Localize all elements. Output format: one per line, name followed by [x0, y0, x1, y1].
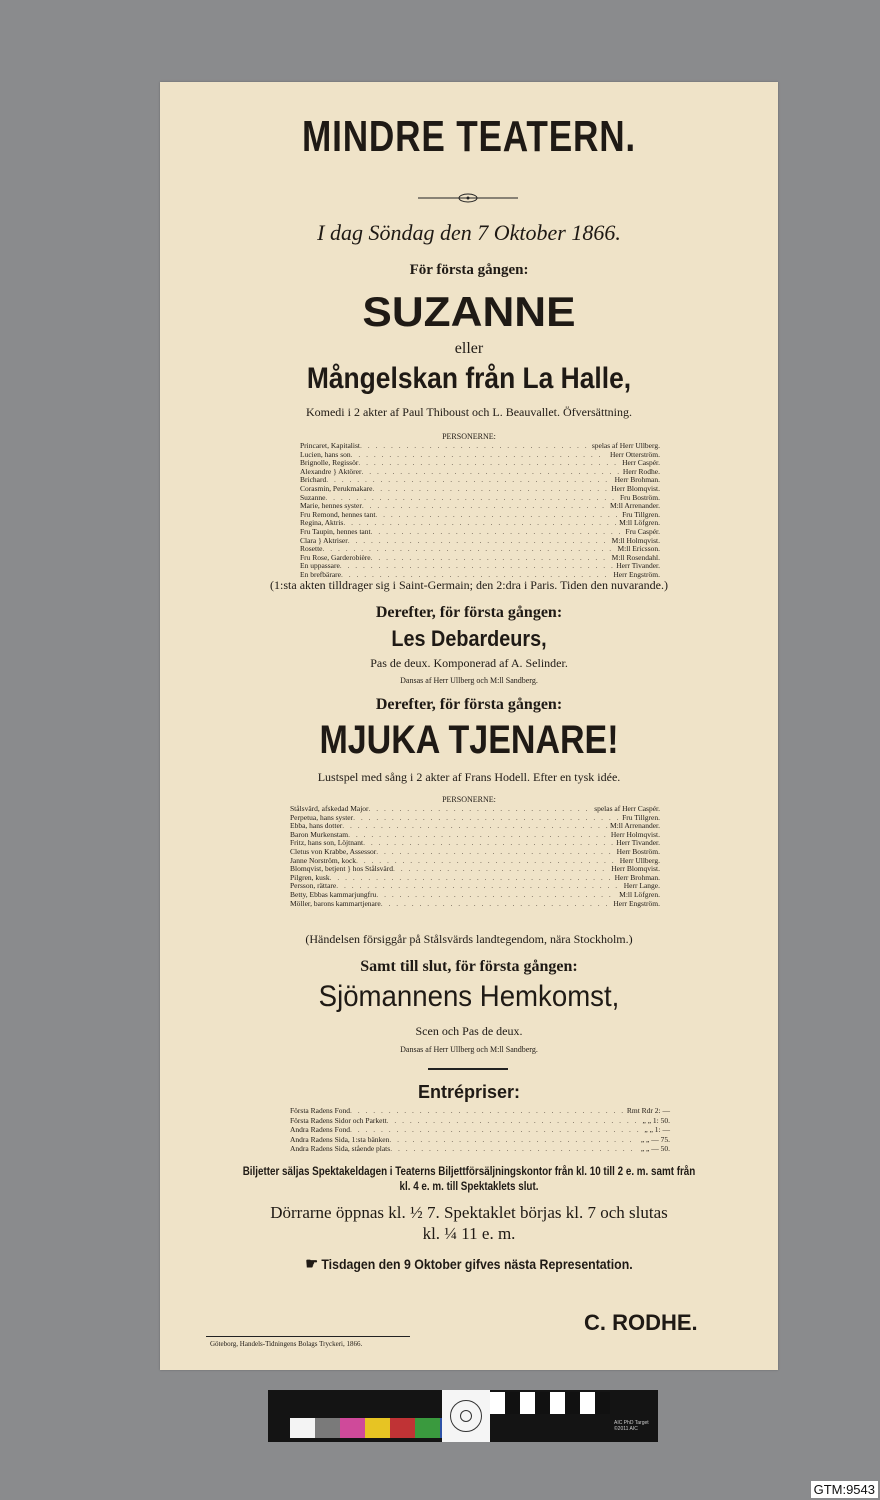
dot-leader: . . . . . . . . . . . . . . . . . . . . . . . . . . . . .: [368, 805, 590, 813]
cast-row-role: Möller, barons kammartjenare: [290, 898, 381, 908]
cast-row-role: Persson, rättare: [290, 881, 337, 891]
cast-row-value: Fru Caspér.: [625, 526, 660, 536]
dot-leader: . . . . . . . . . . . . . . . . . . . . . . . . . . . . . . . . .: [350, 450, 603, 459]
dot-leader: . . . . . . . . . . . . . . . . . . . . . . . . . . . . . . .: [370, 553, 607, 562]
cast-row: [300, 528, 660, 537]
then-label-1: Derefter, för första gången:: [375, 604, 563, 621]
price-row-value: „ „ — 75.: [640, 1134, 670, 1144]
cast-row-role: Ebba, hans dotter: [290, 821, 343, 831]
cast-row-role: Suzanne: [300, 492, 326, 502]
dot-leader: . . . . . . . . . . . . . . . . . . . . . . . . . . . . . . . . . .: [358, 459, 618, 468]
dance-description: Pas de deux. Komponerad af A. Selinder.: [370, 656, 568, 670]
dot-leader: . . . . . . . . . . . . . . . . . . . . . . . . . . . . . . . . .: [386, 1115, 639, 1125]
play3-title: Sjömannens Hemkomst,: [318, 980, 620, 1013]
cast-row-value: M:ll Arrenander.: [610, 821, 660, 831]
cast-row: [300, 442, 660, 451]
dot-leader: . . . . . . . . . . . . . . . . . . . . . . . . . . . . . . . . . . . . .: [329, 873, 613, 882]
dance-performers: Dansas af Herr Ullberg och M:ll Sandberg.: [400, 676, 538, 685]
play1-note: (1:sta akten tilldrager sig i Saint-Germain; den 2:dra i Paris. Tiden den nuvarande.): [270, 578, 668, 592]
tickets-line-1: Biljetter säljas Spektakeldagen i Teaterns Biljettförsäljningskontor från kl. 10 till 2 e. m. samt från: [242, 1164, 696, 1178]
cast-row-value: Herr Boström.: [616, 846, 660, 856]
scale-ruler: [490, 1392, 610, 1414]
cast-row-value: spelas af Herr Caspér.: [594, 804, 660, 813]
price-row-role: Andra Radens Fond: [290, 1125, 350, 1134]
persons-heading-2: PERSONERNE:: [442, 795, 496, 804]
printer-rule: [206, 1336, 410, 1337]
dot-leader: . . . . . . . . . . . . . . . . . . . . . . . . . . . . . . . . .: [370, 527, 623, 536]
cast-row-value: Herr Brohman.: [614, 872, 660, 882]
dot-leader: . . . . . . . . . . . . . . . . . . . . . . . . . . . . . . . . . . . .: [343, 519, 619, 528]
cast-row-value: Herr Holmqvist.: [610, 829, 660, 839]
cast-row-value: M:ll Löfgren.: [619, 889, 660, 899]
dot-leader: . . . . . . . . . . . . . . . . . . . . . . . . . . . . . . .: [376, 847, 613, 856]
price-row-value: „ „ 1: —: [644, 1125, 670, 1134]
price-row: [290, 1144, 670, 1154]
cast-row-value: Herr Caspér.: [622, 458, 660, 468]
dance-title: Les Debardeurs,: [391, 626, 547, 651]
cast-row-role: Lucien, hans son: [300, 449, 351, 459]
cast-row-value: M:ll Ericsson.: [617, 544, 660, 554]
dot-leader: . . . . . . . . . . . . . . . . . . . . . . . . . . . . . . . . . . . . .: [336, 882, 620, 891]
catalog-id: GTM:9543: [811, 1481, 878, 1498]
dot-leader: . . . . . . . . . . . . . . . . . . . . . . . . . . . . . . . . . . . . .: [326, 476, 610, 485]
cast-row-value: Fru Tillgren.: [622, 509, 660, 519]
dot-leader: . . . . . . . . . . . . . . . . . . . . . . . . . . . . . . .: [372, 484, 609, 493]
cast-row: [300, 537, 660, 546]
price-row-value: „ „ 1: 50.: [642, 1115, 670, 1125]
cast-row: [290, 865, 660, 874]
play3-description: Scen och Pas de deux.: [415, 1024, 523, 1038]
cast-row-value: M:ll Rosendahl.: [611, 552, 660, 562]
doors-line-2: kl. ¼ 11 e. m.: [422, 1224, 516, 1243]
play1-description: Komedi i 2 akter af Paul Thiboust och L. Beauvallet. Öfversättning.: [305, 405, 633, 419]
cast-row: [290, 814, 660, 823]
dot-leader: . . . . . . . . . . . . . . . . . . . . . . . . . . . . . . . . . .: [361, 467, 622, 476]
cast-row: [300, 485, 660, 494]
prices-heading: Entrépriser:: [417, 1082, 521, 1102]
cast-row-role: Regina, Aktris: [300, 518, 344, 528]
pointing-hand-icon: ☛: [305, 1256, 318, 1273]
cast-row-value: Herr Brohman.: [614, 475, 660, 485]
cast-row-value: Herr Engström.: [613, 569, 660, 579]
then-label-2: Derefter, för första gången:: [375, 696, 563, 713]
printer-credit: Göteborg, Handels-Tidningens Bolags Tryckeri, 1866.: [210, 1340, 363, 1348]
cast-row-value: Fru Tillgren.: [622, 812, 660, 822]
cast-row-role: Fru Remond, hennes tant: [300, 509, 376, 519]
cast-row: [300, 562, 660, 571]
price-row-role: Första Radens Sidor och Parkett: [290, 1115, 387, 1125]
play1-subtitle: Mångelskan från La Halle,: [306, 362, 632, 395]
next-performance-text: Tisdagen den 9 Oktober gifves nästa Representation.: [321, 1256, 633, 1272]
tickets-line-2: kl. 4 e. m. till Spektaklets slut.: [399, 1179, 539, 1193]
cast-row-role: Brignolle, Regissör: [300, 458, 359, 468]
cast-row-role: Cletus von Krabbe, Assessor: [290, 846, 377, 856]
cast-row-role: Fru Taupin, hennes tant: [300, 526, 371, 536]
dot-leader: . . . . . . . . . . . . . . . . . . . . . . . . . . . . . .: [359, 442, 589, 450]
dot-leader: . . . . . . . . . . . . . . . . . . . . . . . . . . . . . . . .: [375, 510, 620, 519]
price-row: [290, 1116, 670, 1126]
price-row-role: Andra Radens Sida, stående plats: [290, 1144, 391, 1153]
cast-row-value: Herr Blomqvist.: [611, 864, 660, 874]
cast-row: [290, 874, 660, 883]
target-label: AIC PhD Target ©2011 AIC: [614, 1420, 649, 1432]
then-label-3: Samt till slut, för första gången:: [360, 958, 578, 975]
dot-leader: . . . . . . . . . . . . . . . . . . . . . . . . . . . . . . . . . . .: [342, 822, 610, 831]
cast-row-value: Herr Engström.: [613, 898, 660, 908]
cast-row-value: Herr Ullberg.: [619, 855, 660, 865]
cast-row: [290, 900, 660, 909]
play2-note: (Händelsen försiggår på Stålsvärds landtegendom, nära Stockholm.): [305, 932, 633, 946]
play2-title: MJUKA TJENARE!: [319, 718, 619, 762]
price-row-role: Andra Radens Sida, 1:sta bänken: [290, 1134, 390, 1144]
first-time-label: För första gången:: [409, 262, 529, 278]
cast-row-role: Fru Rose, Garderobière: [300, 552, 371, 562]
date-line: I dag Söndag den 7 Oktober 1866.: [317, 220, 621, 245]
cast-list-1: [300, 442, 660, 580]
cast-row-role: Fritz, hans son, Löjtnant: [290, 838, 364, 848]
cast-row-role: En uppassare: [300, 561, 340, 571]
dot-leader: . . . . . . . . . . . . . . . . . . . . . . . . . . . .: [392, 865, 607, 874]
play2-description: Lustspel med sång i 2 akter af Frans Hodell. Efter en tysk idée.: [317, 770, 621, 784]
dot-leader: . . . . . . . . . . . . . . . . . . . . . . . . . . . . . . . . . . . .: [339, 562, 615, 571]
dot-leader: . . . . . . . . . . . . . . . . . . . . . . . . . . . . . . . .: [389, 1134, 634, 1144]
cast-row-role: Clara } Aktriser: [300, 535, 348, 545]
cast-row: [300, 511, 660, 520]
cast-row-role: Princaret, Kapitalist: [300, 441, 360, 450]
dot-leader: . . . . . . . . . . . . . . . . . . . . . . . . . . . . . . . . .: [363, 839, 615, 848]
dot-leader: . . . . . . . . . . . . . . . . . . . . . . . . . . . . . . .: [376, 890, 613, 899]
cast-row-role: En brefbärare: [300, 569, 342, 579]
cast-row-role: Baron Murkenstam: [290, 829, 349, 839]
poster-title: MINDRE TEATERN.: [301, 112, 636, 161]
cast-row-role: Marie, hennes syster: [300, 501, 362, 511]
cast-row-value: M:ll Holmqvist.: [611, 535, 660, 545]
dot-leader: . . . . . . . . . . . . . . . . . . . . . . . . . . . . . .: [380, 899, 610, 908]
dot-leader: . . . . . . . . . . . . . . . . . . . . . . . . . . . . . . . .: [361, 502, 606, 511]
ornament-divider: [418, 192, 518, 204]
dot-leader: . . . . . . . . . . . . . . . . . . . . . . . . . . . . . . . .: [390, 1144, 635, 1153]
persons-heading-1: PERSONERNE:: [442, 432, 496, 441]
doors-line-1: Dörrarne öppnas kl. ½ 7. Spektaklet börjas kl. 7 och slutas: [270, 1203, 668, 1222]
cast-row-value: Herr Otterström.: [610, 449, 660, 459]
dot-leader: . . . . . . . . . . . . . . . . . . . . . . . . . . . . . . . . . . . . . .: [322, 545, 614, 554]
dot-leader: . . . . . . . . . . . . . . . . . . . . . . . . . . . . . . . . . .: [356, 856, 616, 865]
cast-row-role: Brichard: [300, 475, 327, 485]
cast-row-role: Stålsvärd, afskedad Major: [290, 804, 369, 813]
play1-or: eller: [454, 340, 484, 357]
dot-leader: . . . . . . . . . . . . . . . . . . . . . . . . . . . . . . . . . . . . . .: [325, 493, 617, 502]
cast-row-value: M:ll Arrenander.: [610, 501, 660, 511]
cast-row-value: spelas af Herr Ullberg.: [591, 441, 660, 450]
cast-row-value: Herr Tivander.: [616, 838, 660, 848]
price-row: [290, 1135, 670, 1145]
cast-row-role: Betty, Ebbas kammarjungfru: [290, 889, 377, 899]
next-performance: [197, 1254, 741, 1274]
cast-row-value: Herr Lange.: [623, 881, 660, 891]
cast-row: [300, 468, 660, 477]
cast-row-role: Rosette: [300, 544, 323, 554]
cast-row: [300, 554, 660, 563]
cast-row-value: Herr Rodhe.: [622, 466, 660, 476]
price-row: [290, 1125, 670, 1135]
divider-rule: [428, 1068, 508, 1070]
cast-row-role: Blomqvist, betjent } hos Stålsvärd: [290, 864, 393, 874]
theatre-poster: [160, 82, 778, 1370]
dot-leader: . . . . . . . . . . . . . . . . . . . . . . . . . . . . . . . . . .: [347, 536, 608, 545]
price-row: [290, 1106, 670, 1116]
cast-row-role: Alexandre } Aktörer: [300, 466, 362, 476]
dot-leader: . . . . . . . . . . . . . . . . . . . . . . . . . . . . . . . . . . . .: [350, 1106, 626, 1115]
cast-row-role: Janne Norström, kock: [290, 855, 357, 865]
cast-row-value: M:ll Löfgren.: [619, 518, 660, 528]
dot-leader: . . . . . . . . . . . . . . . . . . . . . . . . . . . . . . . . . . .: [341, 570, 609, 579]
cast-row-value: Herr Tivander.: [616, 561, 660, 571]
signature: C. RODHE.: [584, 1310, 698, 1335]
dot-leader: . . . . . . . . . . . . . . . . . . . . . . . . . . . . . . . . . .: [348, 830, 608, 839]
cast-row-role: Perpetua, hans syster: [290, 812, 354, 822]
play1-title: SUZANNE: [362, 288, 576, 335]
target-circle-panel: [442, 1390, 490, 1442]
dot-leader: . . . . . . . . . . . . . . . . . . . . . . . . . . . . . . . . . . . . . .: [350, 1125, 641, 1134]
price-row-value: „ „ — 50.: [640, 1144, 670, 1153]
cast-row-role: Pilgren, kusk: [290, 872, 330, 882]
price-list: [290, 1106, 670, 1154]
cast-row-value: Fru Boström.: [619, 492, 660, 502]
cast-row-value: Herr Blomqvist.: [611, 483, 660, 493]
play3-performers: Dansas af Herr Ullberg och M:ll Sandberg.: [400, 1045, 538, 1054]
cast-row-role: Corasmin, Perukmakare: [300, 483, 373, 493]
cast-list-2: [290, 805, 660, 908]
dot-leader: . . . . . . . . . . . . . . . . . . . . . . . . . . . . . . . . . . .: [353, 813, 621, 822]
price-row-value: Rmt Rdr 2: —: [626, 1106, 670, 1115]
price-row-role: Första Radens Fond: [290, 1106, 350, 1115]
color-calibration-target: [268, 1390, 658, 1442]
